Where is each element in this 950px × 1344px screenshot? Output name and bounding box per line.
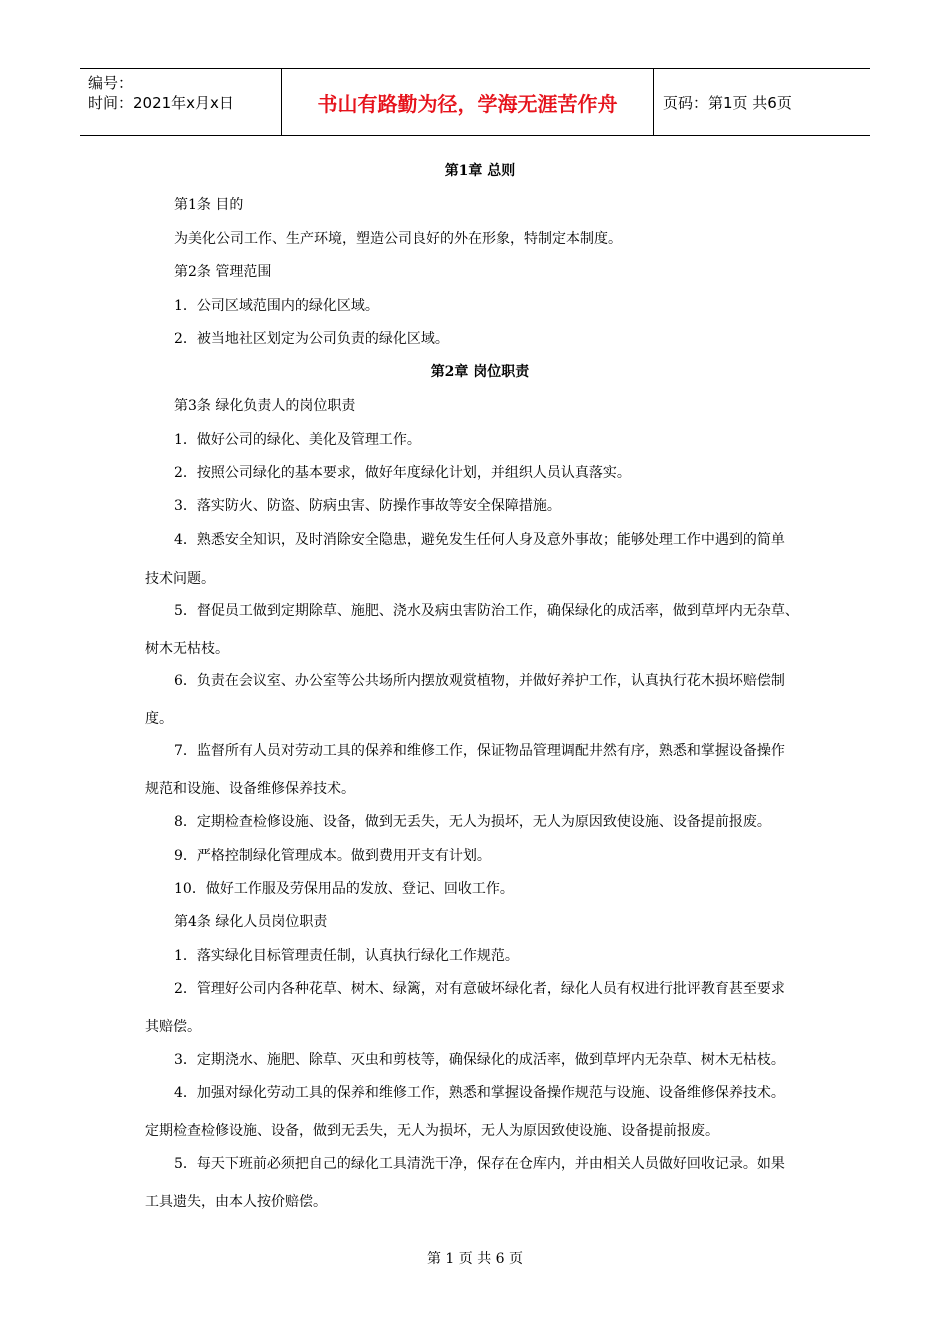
list-item-continuation: 规范和设施、设备维修保养技术。 [145,781,355,797]
header-info-cell [80,69,282,135]
header-page-label: 页码：第1页 共6页 [663,93,792,112]
list-item-continuation: 定期检查检修设施、设备，做到无丢失，无人为损坏，无人为原因致使设施、设备提前报废。 [145,1123,719,1139]
list-item: 1．做好公司的绿化、美化及管理工作。 [174,432,421,448]
list-item: 6．负责在会议室、办公室等公共场所内摆放观赏植物，并做好养护工作，认真执行花木损坏赔偿制 [174,673,785,689]
chapter-title: 第1章 总则 [444,163,516,179]
list-item: 3．落实防火、防盗、防病虫害、防操作事故等安全保障措施。 [174,498,561,514]
page-footer: 第 1 页 共 6 页 [426,1251,524,1267]
list-item: 5．督促员工做到定期除草、施肥、浇水及病虫害防治工作，确保绿化的成活率，做到草坪内无杂草、 [174,603,799,619]
list-item: 7．监督所有人员对劳动工具的保养和维修工作，保证物品管理调配井然有序，熟悉和掌握设备操作 [174,743,785,759]
list-item: 2．按照公司绿化的基本要求，做好年度绿化计划，并组织人员认真落实。 [174,465,631,481]
list-item: 1．落实绿化目标管理责任制，认真执行绿化工作规范。 [174,948,519,964]
list-item: 2．被当地社区划定为公司负责的绿化区域。 [174,331,449,347]
article-heading: 第2条 管理范围 [174,264,272,280]
article-heading: 第1条 目的 [174,197,244,213]
list-item-continuation: 其赔偿。 [145,1019,201,1035]
paragraph-line: 为美化公司工作、生产环境，塑造公司良好的外在形象，特制定本制度。 [174,231,622,247]
list-item: 1．公司区域范围内的绿化区域。 [174,298,379,314]
chapter-title: 第2章 岗位职责 [430,364,530,380]
list-item: 10．做好工作服及劳保用品的发放、登记、回收工作。 [174,881,514,897]
list-item: 5．每天下班前必须把自己的绿化工具清洗干净，保存在仓库内，并由相关人员做好回收记录。如果 [174,1156,785,1172]
list-item-continuation: 度。 [145,711,173,727]
header-table [80,68,870,136]
list-item: 8．定期检查检修设施、设备，做到无丢失，无人为损坏，无人为原因致使设施、设备提前报废。 [174,814,771,830]
header-motto: 书山有路勤为径，学海无涯苦作舟 [317,91,618,116]
list-item: 3．定期浇水、施肥、除草、灭虫和剪枝等，确保绿化的成活率，做到草坪内无杂草、树木无枯枝。 [174,1052,785,1068]
header-page-cell [654,69,870,135]
article-heading: 第4条 绿化人员岗位职责 [174,914,328,930]
list-item-continuation: 技术问题。 [145,571,215,587]
list-item: 4．熟悉安全知识，及时消除安全隐患，避免发生任何人身及意外事故；能够处理工作中遇到的简单 [174,532,785,548]
list-item: 4．加强对绿化劳动工具的保养和维修工作，熟悉和掌握设备操作规范与设施、设备维修保养技术。 [174,1085,785,1101]
list-item: 2．管理好公司内各种花草、树木、绿篱，对有意破坏绿化者，绿化人员有权进行批评教育甚至要求 [174,981,785,997]
list-item-continuation: 工具遗失，由本人按价赔偿。 [145,1194,327,1210]
header-motto-cell [282,69,654,135]
document-time-label: 时间：2021年x月x日 [88,94,234,112]
article-heading: 第3条 绿化负责人的岗位职责 [174,398,356,414]
list-item-continuation: 树木无枯枝。 [145,641,229,657]
list-item: 9．严格控制绿化管理成本。做到费用开支有计划。 [174,848,491,864]
document-number-label: 编号： [88,74,134,92]
